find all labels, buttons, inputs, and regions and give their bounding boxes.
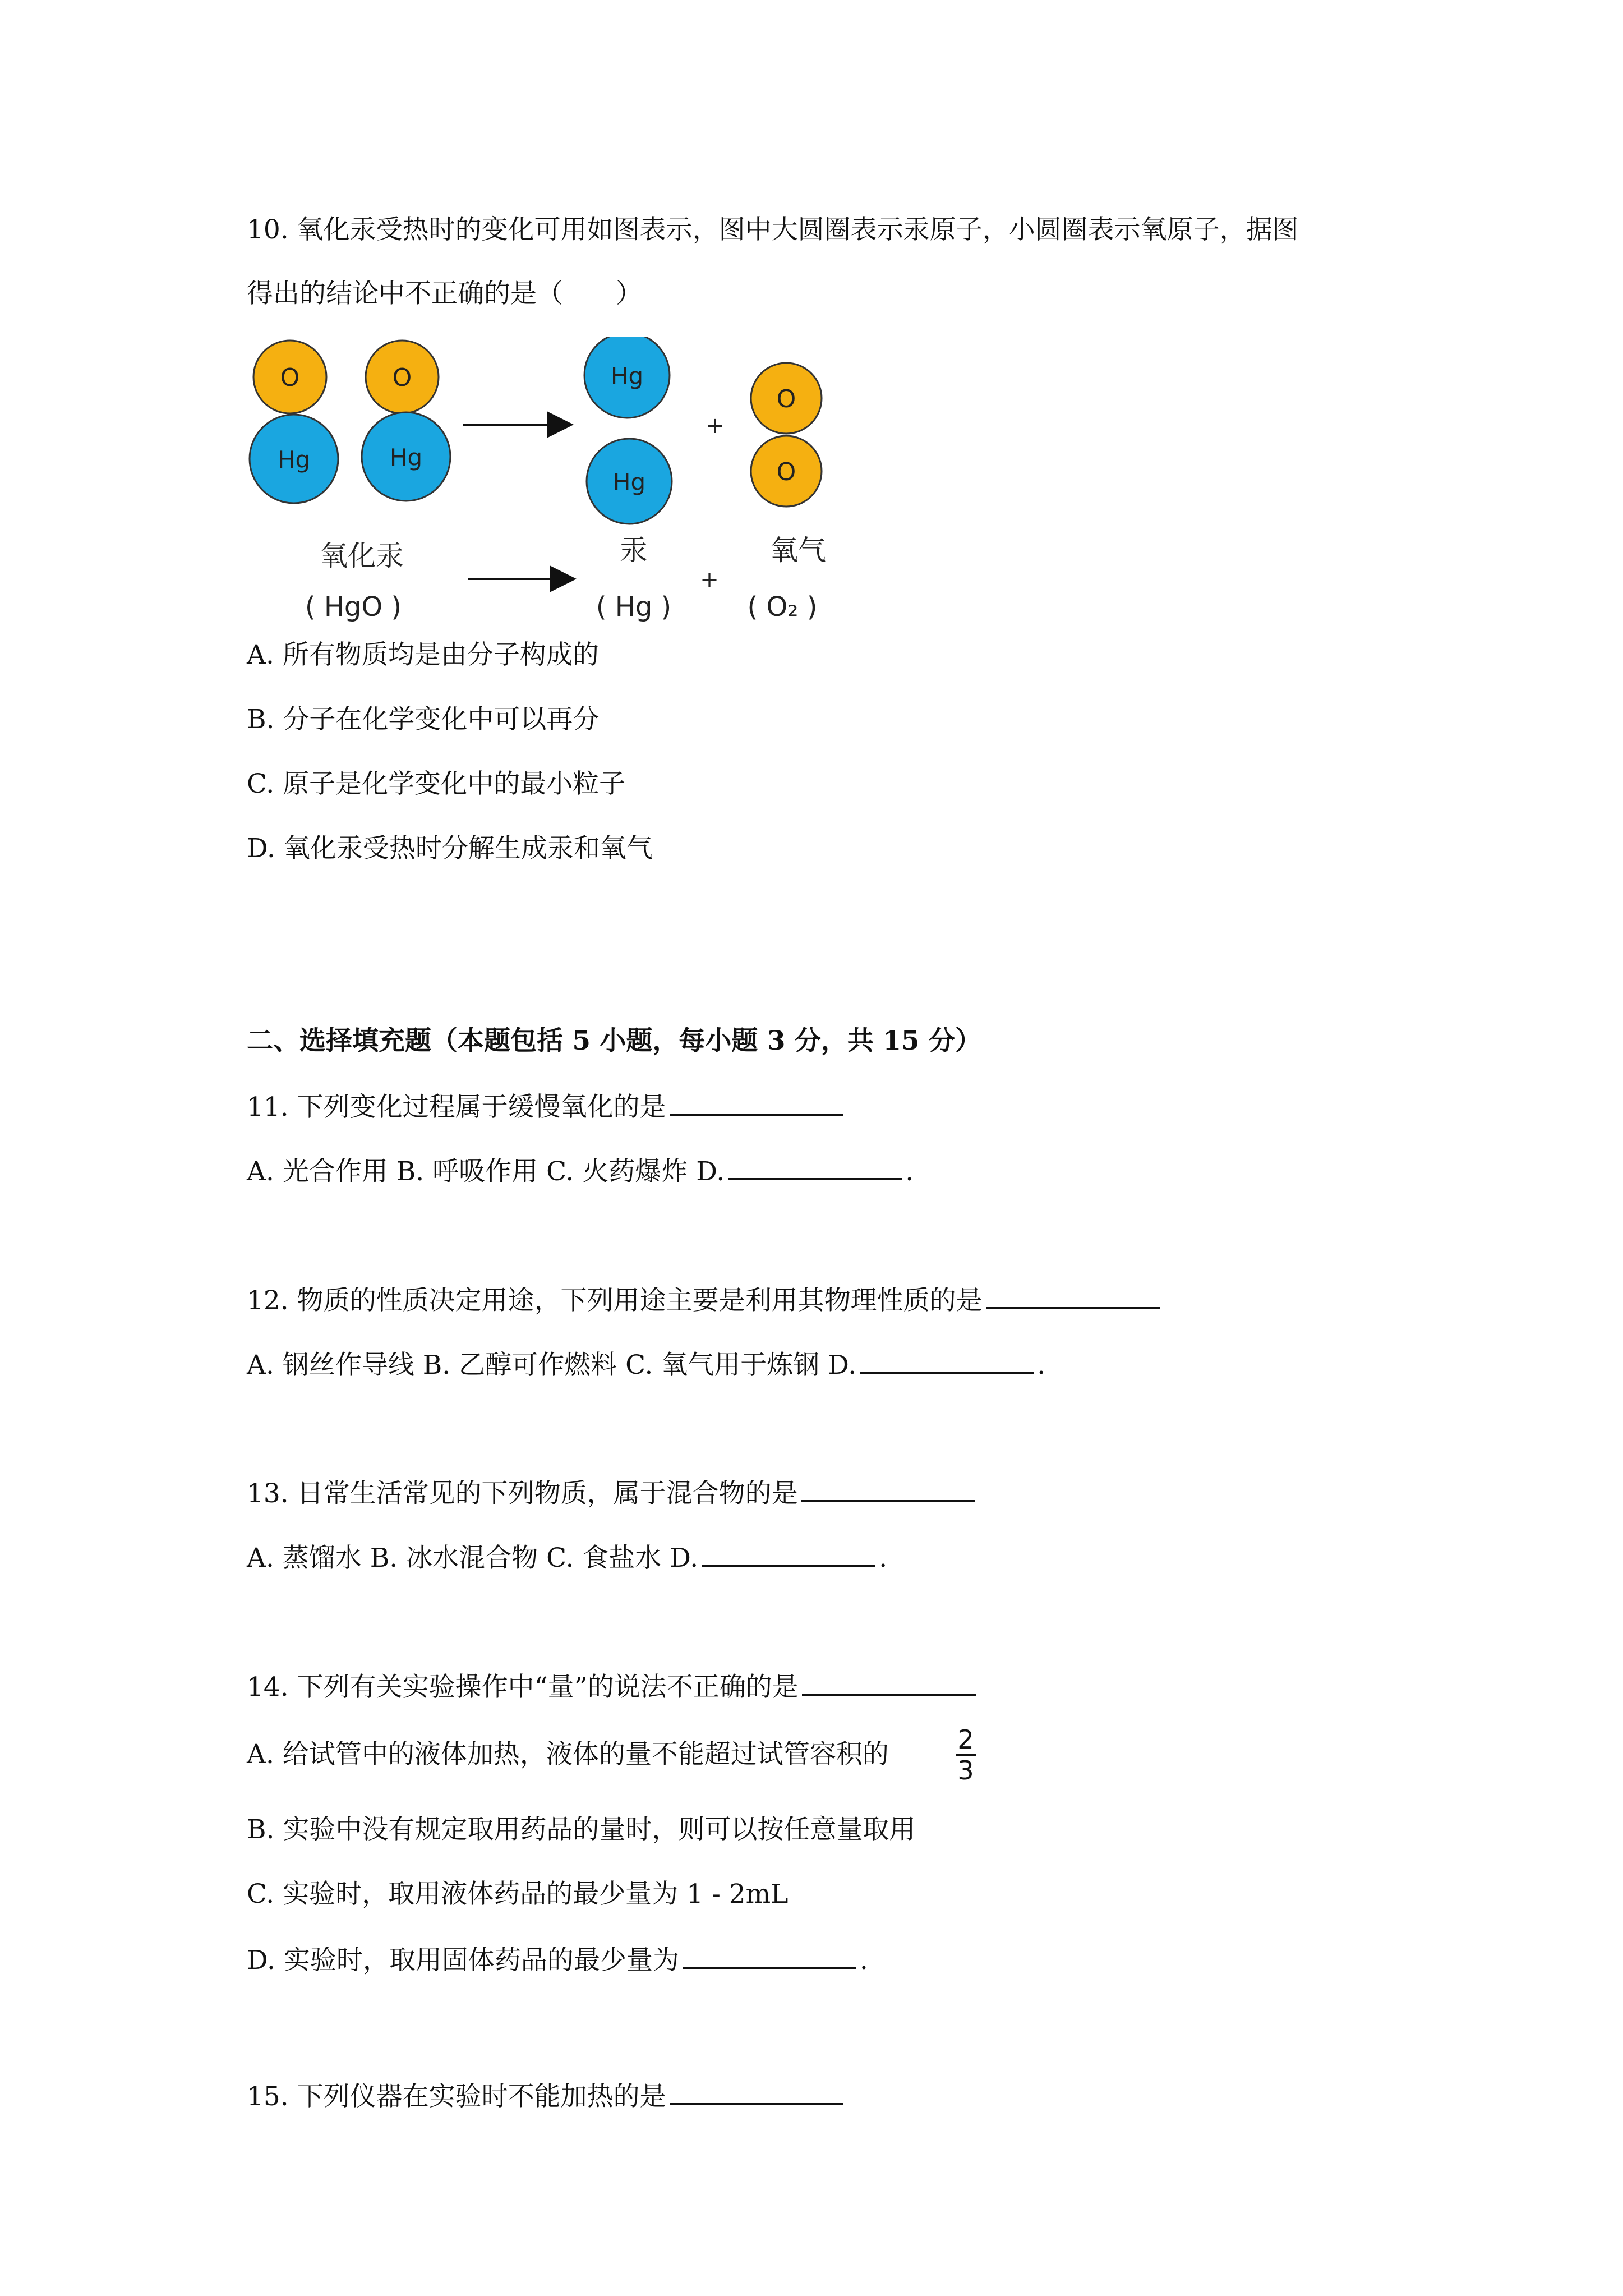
q12-stem bbox=[247, 1282, 1163, 1318]
answer-blank[interactable] bbox=[860, 1347, 1034, 1374]
q13-options bbox=[247, 1540, 887, 1575]
answer-blank[interactable] bbox=[670, 1089, 843, 1116]
q13-stem-text: 13. 日常生活常见的下列物质，属于混合物的是 bbox=[247, 1478, 798, 1509]
q15-stem-text: 15. 下列仪器在实验时不能加热的是 bbox=[247, 2081, 666, 2112]
q14-stem-text: 14. 下列有关实验操作中“量”的说法不正确的是 bbox=[247, 1672, 799, 1703]
mercury-oxide-decomposition-diagram bbox=[247, 337, 864, 628]
period: . bbox=[859, 1945, 868, 1976]
q12-options bbox=[247, 1347, 1045, 1382]
hg-atoms bbox=[584, 337, 672, 524]
plus-sign: + bbox=[706, 413, 725, 439]
atom-label-hg: Hg bbox=[277, 446, 311, 473]
reactant-name: 氧化汞 bbox=[320, 540, 404, 572]
product2-formula: ( O₂ ) bbox=[747, 591, 818, 623]
q14-option-c: C. 实验时，取用液体药品的最少量为 1 - 2mL bbox=[247, 1879, 789, 1910]
q14-stem bbox=[247, 1669, 979, 1704]
q10-option-a: A. 所有物质均是由分子构成的 bbox=[247, 639, 599, 670]
hgo-molecule-1 bbox=[250, 341, 338, 503]
q11-options-text: A. 光合作用 B. 呼吸作用 C. 火药爆炸 D. bbox=[247, 1156, 725, 1187]
q14-option-d-text: D. 实验时，取用固体药品的最少量为 bbox=[247, 1945, 679, 1976]
q10-option-d: D. 氧化汞受热时分解生成汞和氧气 bbox=[247, 833, 653, 864]
answer-blank[interactable] bbox=[670, 2078, 843, 2105]
q10-stem-line2: 得出的结论中不正确的是（ ） bbox=[247, 278, 642, 309]
q10-option-b: B. 分子在化学变化中可以再分 bbox=[247, 704, 600, 735]
period: . bbox=[1037, 1350, 1046, 1381]
q11-options bbox=[247, 1153, 914, 1189]
q11-stem bbox=[247, 1089, 847, 1124]
q11-stem-text: 11. 下列变化过程属于缓慢氧化的是 bbox=[247, 1092, 666, 1122]
answer-blank[interactable] bbox=[801, 1475, 975, 1502]
answer-blank[interactable] bbox=[683, 1942, 856, 1969]
answer-blank[interactable] bbox=[986, 1282, 1160, 1309]
atom-label-o: O bbox=[776, 458, 796, 486]
q13-stem bbox=[247, 1475, 979, 1511]
period: . bbox=[905, 1156, 914, 1187]
hgo-molecule-2 bbox=[362, 341, 450, 501]
q14-option-d bbox=[247, 1942, 868, 1977]
product1-name: 汞 bbox=[620, 534, 648, 567]
answer-blank[interactable] bbox=[702, 1540, 875, 1567]
product2-name: 氧气 bbox=[770, 534, 826, 567]
section2-title: 二、选择填充题（本题包括 5 小题，每小题 3 分，共 15 分） bbox=[247, 1025, 981, 1056]
fraction-numerator: 2 bbox=[957, 1724, 974, 1755]
atom-label-o: O bbox=[280, 364, 300, 392]
fraction-two-thirds bbox=[955, 1725, 977, 1785]
atom-label-hg: Hg bbox=[612, 468, 646, 496]
atom-label-hg: Hg bbox=[389, 444, 423, 471]
q10-stem-line1: 10. 氧化汞受热时的变化可用如图表示，图中大圆圈表示汞原子，小圆圈表示氧原子，据图 bbox=[247, 214, 1299, 245]
plus-sign: + bbox=[700, 567, 719, 593]
reactant-formula: ( HgO ) bbox=[305, 591, 402, 623]
answer-blank[interactable] bbox=[728, 1153, 902, 1180]
product1-formula: ( Hg ) bbox=[596, 591, 672, 623]
q12-options-text: A. 钢丝作导线 B. 乙醇可作燃料 C. 氧气用于炼钢 D. bbox=[247, 1350, 857, 1381]
q13-options-text: A. 蒸馏水 B. 冰水混合物 C. 食盐水 D. bbox=[247, 1543, 699, 1573]
fraction-denominator: 3 bbox=[957, 1755, 974, 1786]
atom-label-o: O bbox=[392, 364, 412, 392]
q12-stem-text: 12. 物质的性质决定用途，下列用途主要是利用其物理性质的是 bbox=[247, 1285, 983, 1316]
q15-stem bbox=[247, 2078, 847, 2114]
atom-label-o: O bbox=[776, 385, 796, 413]
q14-option-a: A. 给试管中的液体加热，液体的量不能超过试管容积的 bbox=[247, 1739, 889, 1770]
period: . bbox=[879, 1543, 888, 1573]
o2-molecule bbox=[751, 363, 822, 507]
q10-option-c: C. 原子是化学变化中的最小粒子 bbox=[247, 769, 626, 799]
q14-option-b: B. 实验中没有规定取用药品的量时，则可以按任意量取用 bbox=[247, 1814, 916, 1845]
answer-blank[interactable] bbox=[802, 1669, 976, 1696]
atom-label-hg: Hg bbox=[610, 362, 644, 390]
